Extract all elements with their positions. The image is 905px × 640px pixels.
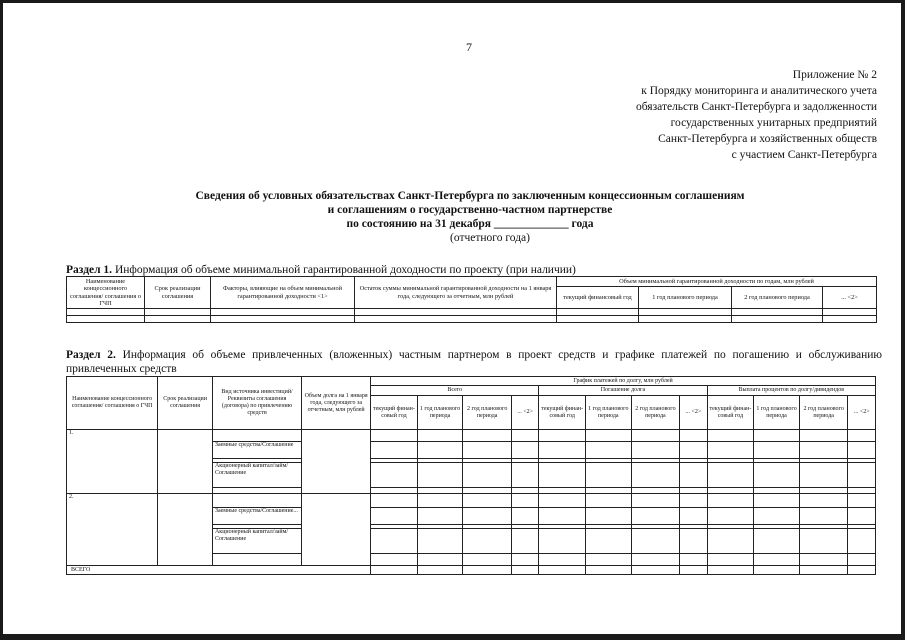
col-year1: 1 год планового периода (639, 287, 732, 309)
table-cell (631, 494, 680, 508)
table-cell (848, 529, 876, 554)
title-line-3: по состоянию на 31 декабря _____________ года (346, 218, 594, 230)
appendix-line: с участием Санкт-Петербурга (731, 149, 877, 161)
table-cell (707, 442, 754, 459)
table-cell (355, 316, 557, 323)
section2-heading (66, 348, 882, 376)
document-title (150, 189, 790, 245)
table-cell (417, 442, 463, 459)
table-cell (823, 309, 877, 316)
table-cell (511, 430, 538, 442)
col-current-year: текущий финан-совый год (707, 396, 754, 430)
table-cell (639, 309, 732, 316)
table-cell (463, 442, 512, 459)
col-schedule-header: График платежей по долгу, млн рублей (371, 377, 876, 386)
table-cell (145, 316, 211, 323)
table-cell (463, 566, 512, 575)
table-cell (371, 508, 418, 525)
table-cell (585, 508, 631, 525)
source-item: Заемные средства/Соглашение... (212, 508, 301, 525)
col-balance-header: Остаток суммы минимальной гарантированной доходности на 1 января года, следующего за отчетным, млн рублей (355, 277, 557, 309)
table-cell (585, 442, 631, 459)
table-cell (371, 430, 418, 442)
table-cell (631, 430, 680, 442)
table-cell (355, 309, 557, 316)
table-cell (799, 442, 848, 459)
table-cell (631, 554, 680, 566)
col-year1: 1 год планового периода (585, 396, 631, 430)
table-cell (799, 554, 848, 566)
scan-edge-right (901, 0, 905, 640)
table-cell (848, 463, 876, 488)
appendix-line: обязательств Санкт-Петербурга и задолженности (635, 101, 877, 113)
table-cell (417, 554, 463, 566)
table-cell (754, 554, 800, 566)
table-cell (848, 430, 876, 442)
table-cell (707, 430, 754, 442)
table-cell (754, 494, 800, 508)
source-item: Акционерный капитал/займ/ Соглашение (212, 463, 301, 488)
section2-table (66, 376, 876, 575)
table-cell (417, 508, 463, 525)
table-cell (680, 463, 707, 488)
table-cell (158, 494, 213, 566)
table-cell (754, 529, 800, 554)
table-cell (848, 554, 876, 566)
table-cell (511, 566, 538, 575)
col-year2: 2 год планового периода (799, 396, 848, 430)
table-cell (539, 430, 586, 442)
table-cell (211, 316, 355, 323)
table-cell (417, 566, 463, 575)
table-cell (371, 554, 418, 566)
table-cell (732, 309, 823, 316)
title-line-1: Сведения об условных обязательствах Санкт-Петербурга по заключенным концессионным соглашениям (195, 190, 745, 202)
table-cell (631, 529, 680, 554)
table-cell (848, 494, 876, 508)
table-cell (67, 316, 145, 323)
table-cell (707, 529, 754, 554)
table-cell (557, 309, 639, 316)
col-year2: 2 год планового периода (631, 396, 680, 430)
table-cell (799, 463, 848, 488)
table-cell (371, 463, 418, 488)
col-total-header: Всего (371, 386, 539, 396)
table-cell (417, 529, 463, 554)
table-cell (463, 463, 512, 488)
table-row (67, 430, 876, 442)
table-cell (754, 566, 800, 575)
source-item: Акционерный капитал/займ/ Соглашение (212, 529, 301, 554)
scan-edge-top (0, 0, 905, 3)
col-source-header: Вид источника инвестиций/ Реквизиты соглашения (договора) по привлечению средств (212, 377, 301, 430)
total-label: ВСЕГО (67, 566, 371, 575)
title-line-4: (отчетного года) (450, 232, 530, 244)
table-cell (463, 529, 512, 554)
col-year2: 2 год планового периода (732, 287, 823, 309)
section2-number: Раздел 2. (66, 349, 116, 361)
table-cell (680, 508, 707, 525)
col-factors-header: Факторы, влияющие на объем минимальной гарантированной доходности <1> (211, 277, 355, 309)
table-cell (680, 566, 707, 575)
table-cell (631, 508, 680, 525)
table-cell (680, 529, 707, 554)
table-cell (539, 442, 586, 459)
table-cell (302, 494, 371, 566)
table-cell (707, 508, 754, 525)
table-cell (585, 494, 631, 508)
table-cell (463, 554, 512, 566)
table-cell (799, 430, 848, 442)
col-term-header: Срок реализации соглашения (158, 377, 213, 430)
appendix-line: Санкт-Петербурга и хозяйственных обществ (658, 133, 877, 145)
table-cell (539, 463, 586, 488)
table-cell (539, 494, 586, 508)
table-cell (302, 430, 371, 494)
col-term-header: Срок реализации соглашения (145, 277, 211, 309)
table-cell (371, 529, 418, 554)
appendix-line: к Порядку мониторинга и аналитического учета (641, 85, 877, 97)
table-cell (754, 508, 800, 525)
table-cell (848, 508, 876, 525)
table-cell (680, 494, 707, 508)
section2-heading-text: Информация об объеме привлеченных (вложенных) частным партнером в проект средств и графике платежей по погашению и обслуживанию привлеченных средств (66, 349, 882, 375)
table-cell (631, 566, 680, 575)
table-cell (707, 463, 754, 488)
col-name-header: Наименование концессионного соглашения/ соглашения о ГЧП (67, 377, 158, 430)
table-cell (631, 442, 680, 459)
appendix-line: государственных унитарных предприятий (670, 117, 877, 129)
table-cell (631, 463, 680, 488)
col-volume-header: Объем минимальной гарантированной доходности по годам, млн рублей (557, 277, 877, 287)
table-cell (680, 442, 707, 459)
table-cell (848, 566, 876, 575)
col-repayment-header: Погашение долга (539, 386, 707, 396)
col-name-header: Наименование концессионного соглашения/ соглашения о ГЧП (67, 277, 145, 309)
table-cell (511, 442, 538, 459)
table-cell (585, 529, 631, 554)
total-row (67, 566, 876, 575)
section1-table (66, 276, 877, 323)
section1-heading-text: Информация об объеме минимальной гарантированной доходности по проекту (при наличии) (114, 264, 576, 276)
table-cell (371, 494, 418, 508)
table-cell (799, 566, 848, 575)
row-number: 2. (67, 494, 158, 566)
table-cell (511, 529, 538, 554)
row-number: 1. (67, 430, 158, 494)
table-cell (799, 494, 848, 508)
table-cell (639, 316, 732, 323)
table-cell (707, 566, 754, 575)
table-cell (585, 430, 631, 442)
table-row (67, 494, 876, 508)
table-cell (823, 316, 877, 323)
col-more: ... <2> (848, 396, 876, 430)
table-cell (371, 442, 418, 459)
table-cell (707, 494, 754, 508)
col-current-year: текущий финан-совый год (539, 396, 586, 430)
table-cell (585, 554, 631, 566)
table-cell (585, 566, 631, 575)
table-cell (212, 494, 301, 508)
table-cell (707, 554, 754, 566)
table-cell (371, 566, 418, 575)
table-cell (539, 566, 586, 575)
section1-heading (66, 263, 576, 277)
scan-edge-bottom (0, 634, 905, 640)
col-year1: 1 год планового периода (417, 396, 463, 430)
table-cell (585, 463, 631, 488)
appendix-block (577, 67, 877, 163)
table-cell (539, 529, 586, 554)
table-cell (799, 508, 848, 525)
table-cell (848, 442, 876, 459)
table-cell (754, 442, 800, 459)
col-more: ... <2> (511, 396, 538, 430)
scan-edge-left (0, 0, 3, 640)
table-cell (158, 430, 213, 494)
col-debt-header: Объем долга на 1 января года, следующего за отчетным, млн рублей (302, 377, 371, 430)
table-cell (417, 494, 463, 508)
col-more: ... <2> (823, 287, 877, 309)
table-cell (463, 430, 512, 442)
table-cell (145, 309, 211, 316)
table-cell (680, 430, 707, 442)
col-current-year: текущий финансовый год (557, 287, 639, 309)
table-cell (511, 494, 538, 508)
title-line-2: и соглашениям о государственно-частном партнерстве (327, 204, 613, 216)
table-cell (732, 316, 823, 323)
table-cell (557, 316, 639, 323)
table-cell (212, 430, 301, 442)
table-cell (67, 309, 145, 316)
table-cell (212, 554, 301, 566)
table-cell (799, 529, 848, 554)
table-cell (417, 463, 463, 488)
table-cell (511, 463, 538, 488)
col-current-year: текущий финан-совый год (371, 396, 418, 430)
col-year2: 2 год планового периода (463, 396, 512, 430)
col-more: ... <2> (680, 396, 707, 430)
col-interest-header: Выплата процентов по долгу/дивидендов (707, 386, 875, 396)
table-cell (539, 554, 586, 566)
appendix-line: Приложение № 2 (792, 69, 877, 81)
table-cell (511, 554, 538, 566)
source-item: Заемные средства/Соглашение (212, 442, 301, 459)
table-cell (417, 430, 463, 442)
table-cell (463, 494, 512, 508)
table-cell (754, 463, 800, 488)
table-cell (511, 508, 538, 525)
page-number: 7 (466, 40, 472, 54)
table-cell (680, 554, 707, 566)
col-year1: 1 год планового периода (754, 396, 800, 430)
table-cell (754, 430, 800, 442)
table-cell (463, 508, 512, 525)
section1-number: Раздел 1. (66, 264, 113, 276)
table-cell (211, 309, 355, 316)
table-cell (539, 508, 586, 525)
